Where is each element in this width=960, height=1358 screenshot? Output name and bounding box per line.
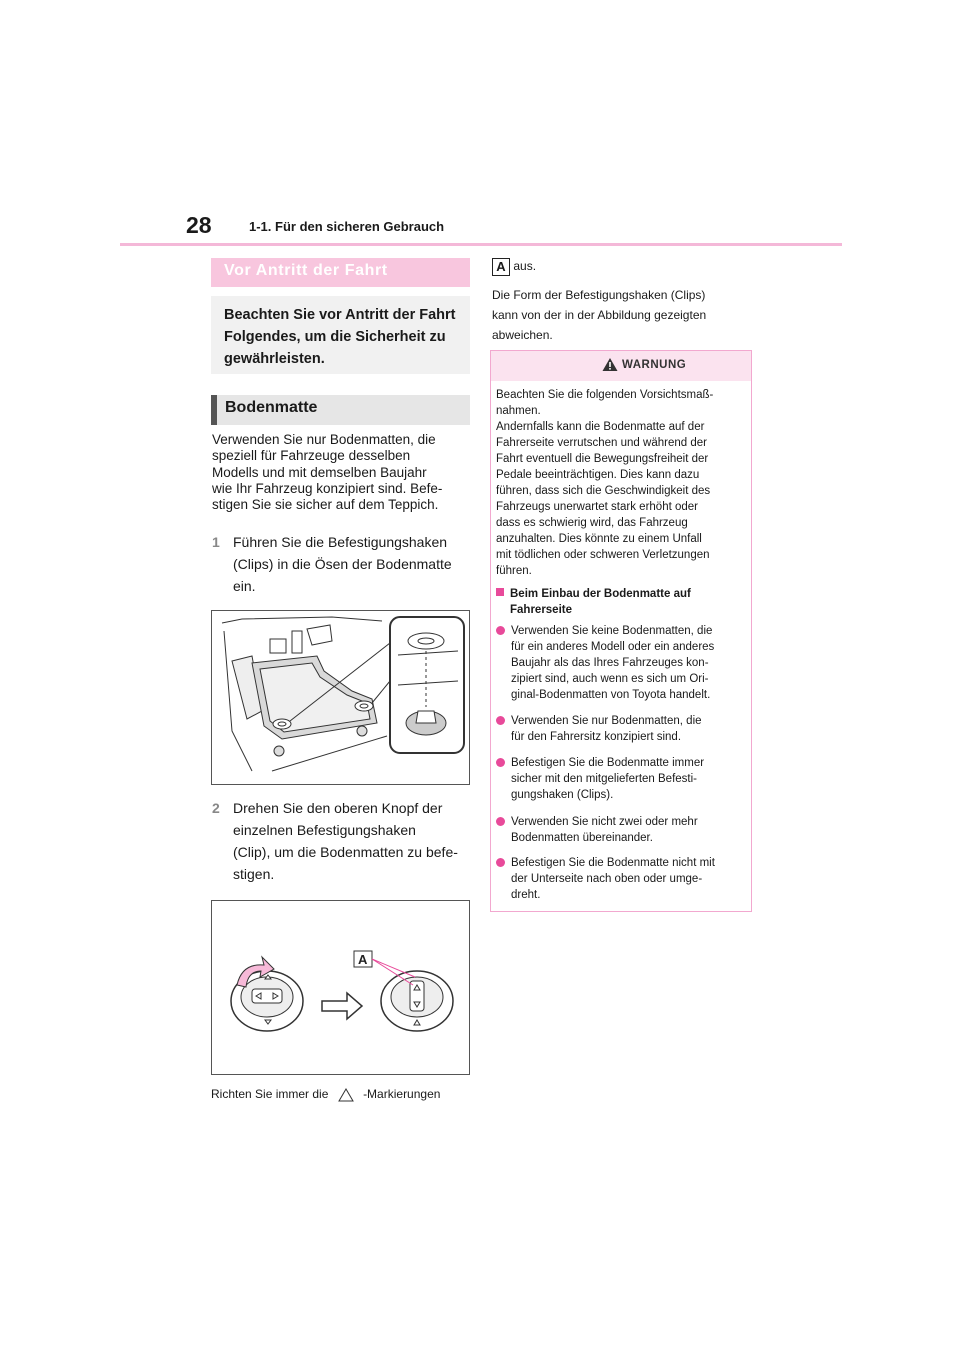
step-line: ein. — [233, 578, 256, 594]
warning-bullet — [496, 755, 746, 805]
section-banner — [211, 258, 470, 287]
aus-text: aus. — [513, 259, 537, 274]
warning-line: führen, dass sich die Geschwindigkeit des — [496, 485, 711, 497]
warning-line: dass es schwierig wird, das Fahrzeug — [496, 517, 688, 529]
bullet-dot-icon — [496, 716, 505, 725]
floor-mat-illustration — [211, 610, 470, 785]
warning-line: Fahrzeugs unerwartet stark erhöht oder — [496, 501, 698, 513]
figure-caption — [211, 1087, 440, 1102]
note-line: abweichen. — [492, 328, 553, 342]
section-title: 1-1. Für den sicheren Gebrauch — [249, 219, 445, 234]
warning-header — [491, 351, 751, 381]
warning-subheading-line: Fahrerseite — [510, 603, 573, 616]
bullet-line: der Unterseite nach oben oder umge- — [511, 873, 703, 885]
warning-line: nahmen. — [496, 405, 541, 417]
step-1 — [212, 531, 472, 601]
label-a-line — [492, 258, 536, 276]
bullet-text — [511, 814, 747, 846]
bullet-text — [511, 623, 747, 703]
warning-box — [490, 350, 752, 912]
note-line: kann von der in der Abbildung gezeigten — [492, 308, 707, 322]
body-paragraph — [212, 432, 470, 513]
bullet-line: ginal-Bodenmatten von Toyota handelt. — [511, 689, 711, 701]
warning-line: Andernfalls kann die Bodenmatte auf der — [496, 421, 705, 433]
clip-rotation-illustration — [211, 900, 470, 1075]
body-line: stigen Sie sie sicher auf dem Teppich. — [212, 497, 439, 513]
bullet-line: gungshaken (Clips). — [511, 789, 614, 801]
intro-line: gewährleisten. — [224, 351, 325, 367]
bullet-dot-icon — [496, 626, 505, 635]
warning-bullet — [496, 855, 746, 905]
bullet-line: sicher mit den mitgelieferten Befesti- — [511, 773, 697, 785]
warning-line: Fahrt eventuell die Bewegungsfreiheit der — [496, 453, 709, 465]
intro-line: Folgendes, um die Sicherheit zu — [224, 329, 446, 345]
bullet-line: Verwenden Sie keine Bodenmatten, die — [511, 625, 713, 637]
floor-mat-drawing — [212, 611, 469, 784]
step-number: 1 — [212, 534, 220, 550]
subheading-bar — [211, 395, 217, 425]
bullet-line: für den Fahrersitz konzipiert sind. — [511, 731, 682, 743]
warning-paragraph — [496, 387, 746, 579]
caption-text: Richten Sie immer die — [211, 1087, 329, 1101]
subheading-title: Bodenmatte — [225, 399, 318, 416]
warning-bullet — [496, 814, 746, 848]
note-line: Die Form der Befestigungshaken (Clips) — [492, 288, 706, 302]
step-line: (Clips) in die Ösen der Bodenmatte — [233, 556, 452, 572]
figure-label-a: A — [358, 952, 368, 967]
warning-line: mit tödlichen oder schweren Verletzungen — [496, 549, 710, 561]
bullet-line: Befestigen Sie die Bodenmatte immer — [511, 757, 705, 769]
warning-bullet — [496, 713, 746, 747]
body-line: Verwenden Sie nur Bodenmatten, die — [212, 432, 436, 447]
step-line: stigen. — [233, 866, 275, 882]
warning-line: Beachten Sie die folgenden Vorsichtsmaß- — [496, 389, 714, 401]
warning-title: WARNUNG — [622, 359, 687, 371]
bullet-dot-icon — [496, 817, 505, 826]
step-line: (Clip), um die Bodenmatten zu befe- — [233, 844, 458, 860]
step-2 — [212, 797, 472, 889]
bullet-line: Verwenden Sie nur Bodenmatten, die — [511, 715, 702, 727]
bullet-dot-icon — [496, 858, 505, 867]
clip-shape-note — [492, 285, 754, 345]
bullet-dot-icon — [496, 758, 505, 767]
warning-line: führen. — [496, 565, 532, 577]
bullet-line: Verwenden Sie nicht zwei oder mehr — [511, 816, 698, 828]
bullet-line: Baujahr als das Ihres Fahrzeuges kon- — [511, 657, 709, 669]
warning-subheading — [496, 587, 746, 618]
clip-rotation-drawing — [212, 901, 469, 1074]
warning-line: anzuhalten. Dies könnte zu einem Unfall — [496, 533, 702, 545]
caption-text: -Markierungen — [363, 1087, 441, 1101]
page-number: 28 — [186, 212, 212, 238]
bullet-line: Bodenmatten übereinander. — [511, 832, 653, 844]
intro-box — [211, 296, 470, 374]
step-number: 2 — [212, 800, 220, 816]
step-text — [233, 531, 473, 597]
step-line: einzelnen Befestigungshaken — [233, 822, 416, 838]
bullet-line: zipiert sind, auch wenn es sich um Ori- — [511, 673, 709, 685]
bullet-text — [511, 713, 747, 745]
step-line: Drehen Sie den oberen Knopf der — [233, 800, 443, 816]
warning-bullet — [496, 623, 746, 705]
bullet-line: dreht. — [511, 889, 541, 901]
body-line: Modells und mit demselben Baujahr — [212, 464, 427, 480]
section-banner-title: Vor Antritt der Fahrt — [224, 262, 388, 279]
label-a-box: A — [492, 258, 510, 276]
bullet-text — [511, 755, 747, 803]
body-line: speziell für Fahrzeuge desselben — [212, 448, 411, 464]
bullet-line: Befestigen Sie die Bodenmatte nicht mit — [511, 857, 715, 869]
subheading-banner — [211, 395, 470, 425]
bullet-text — [511, 855, 747, 903]
warning-icon — [602, 357, 618, 372]
warning-subheading-line: Beim Einbau der Bodenmatte auf — [510, 588, 691, 600]
triangle-mark-icon — [338, 1088, 354, 1102]
bullet-line: für ein anderes Modell oder ein anderes — [511, 641, 715, 653]
header-rule — [120, 243, 842, 246]
step-text — [233, 797, 473, 885]
square-bullet-icon — [496, 588, 504, 596]
warning-line: Pedale beeinträchtigen. Dies kann dazu — [496, 469, 700, 481]
step-line: Führen Sie die Befestigungshaken — [233, 534, 448, 550]
warning-line: Fahrerseite verrutschen und während der — [496, 437, 707, 449]
body-line: wie Ihr Fahrzeug konzipiert sind. Befe- — [212, 480, 443, 496]
intro-line: Beachten Sie vor Antritt der Fahrt — [224, 307, 456, 323]
intro-text — [224, 304, 464, 370]
